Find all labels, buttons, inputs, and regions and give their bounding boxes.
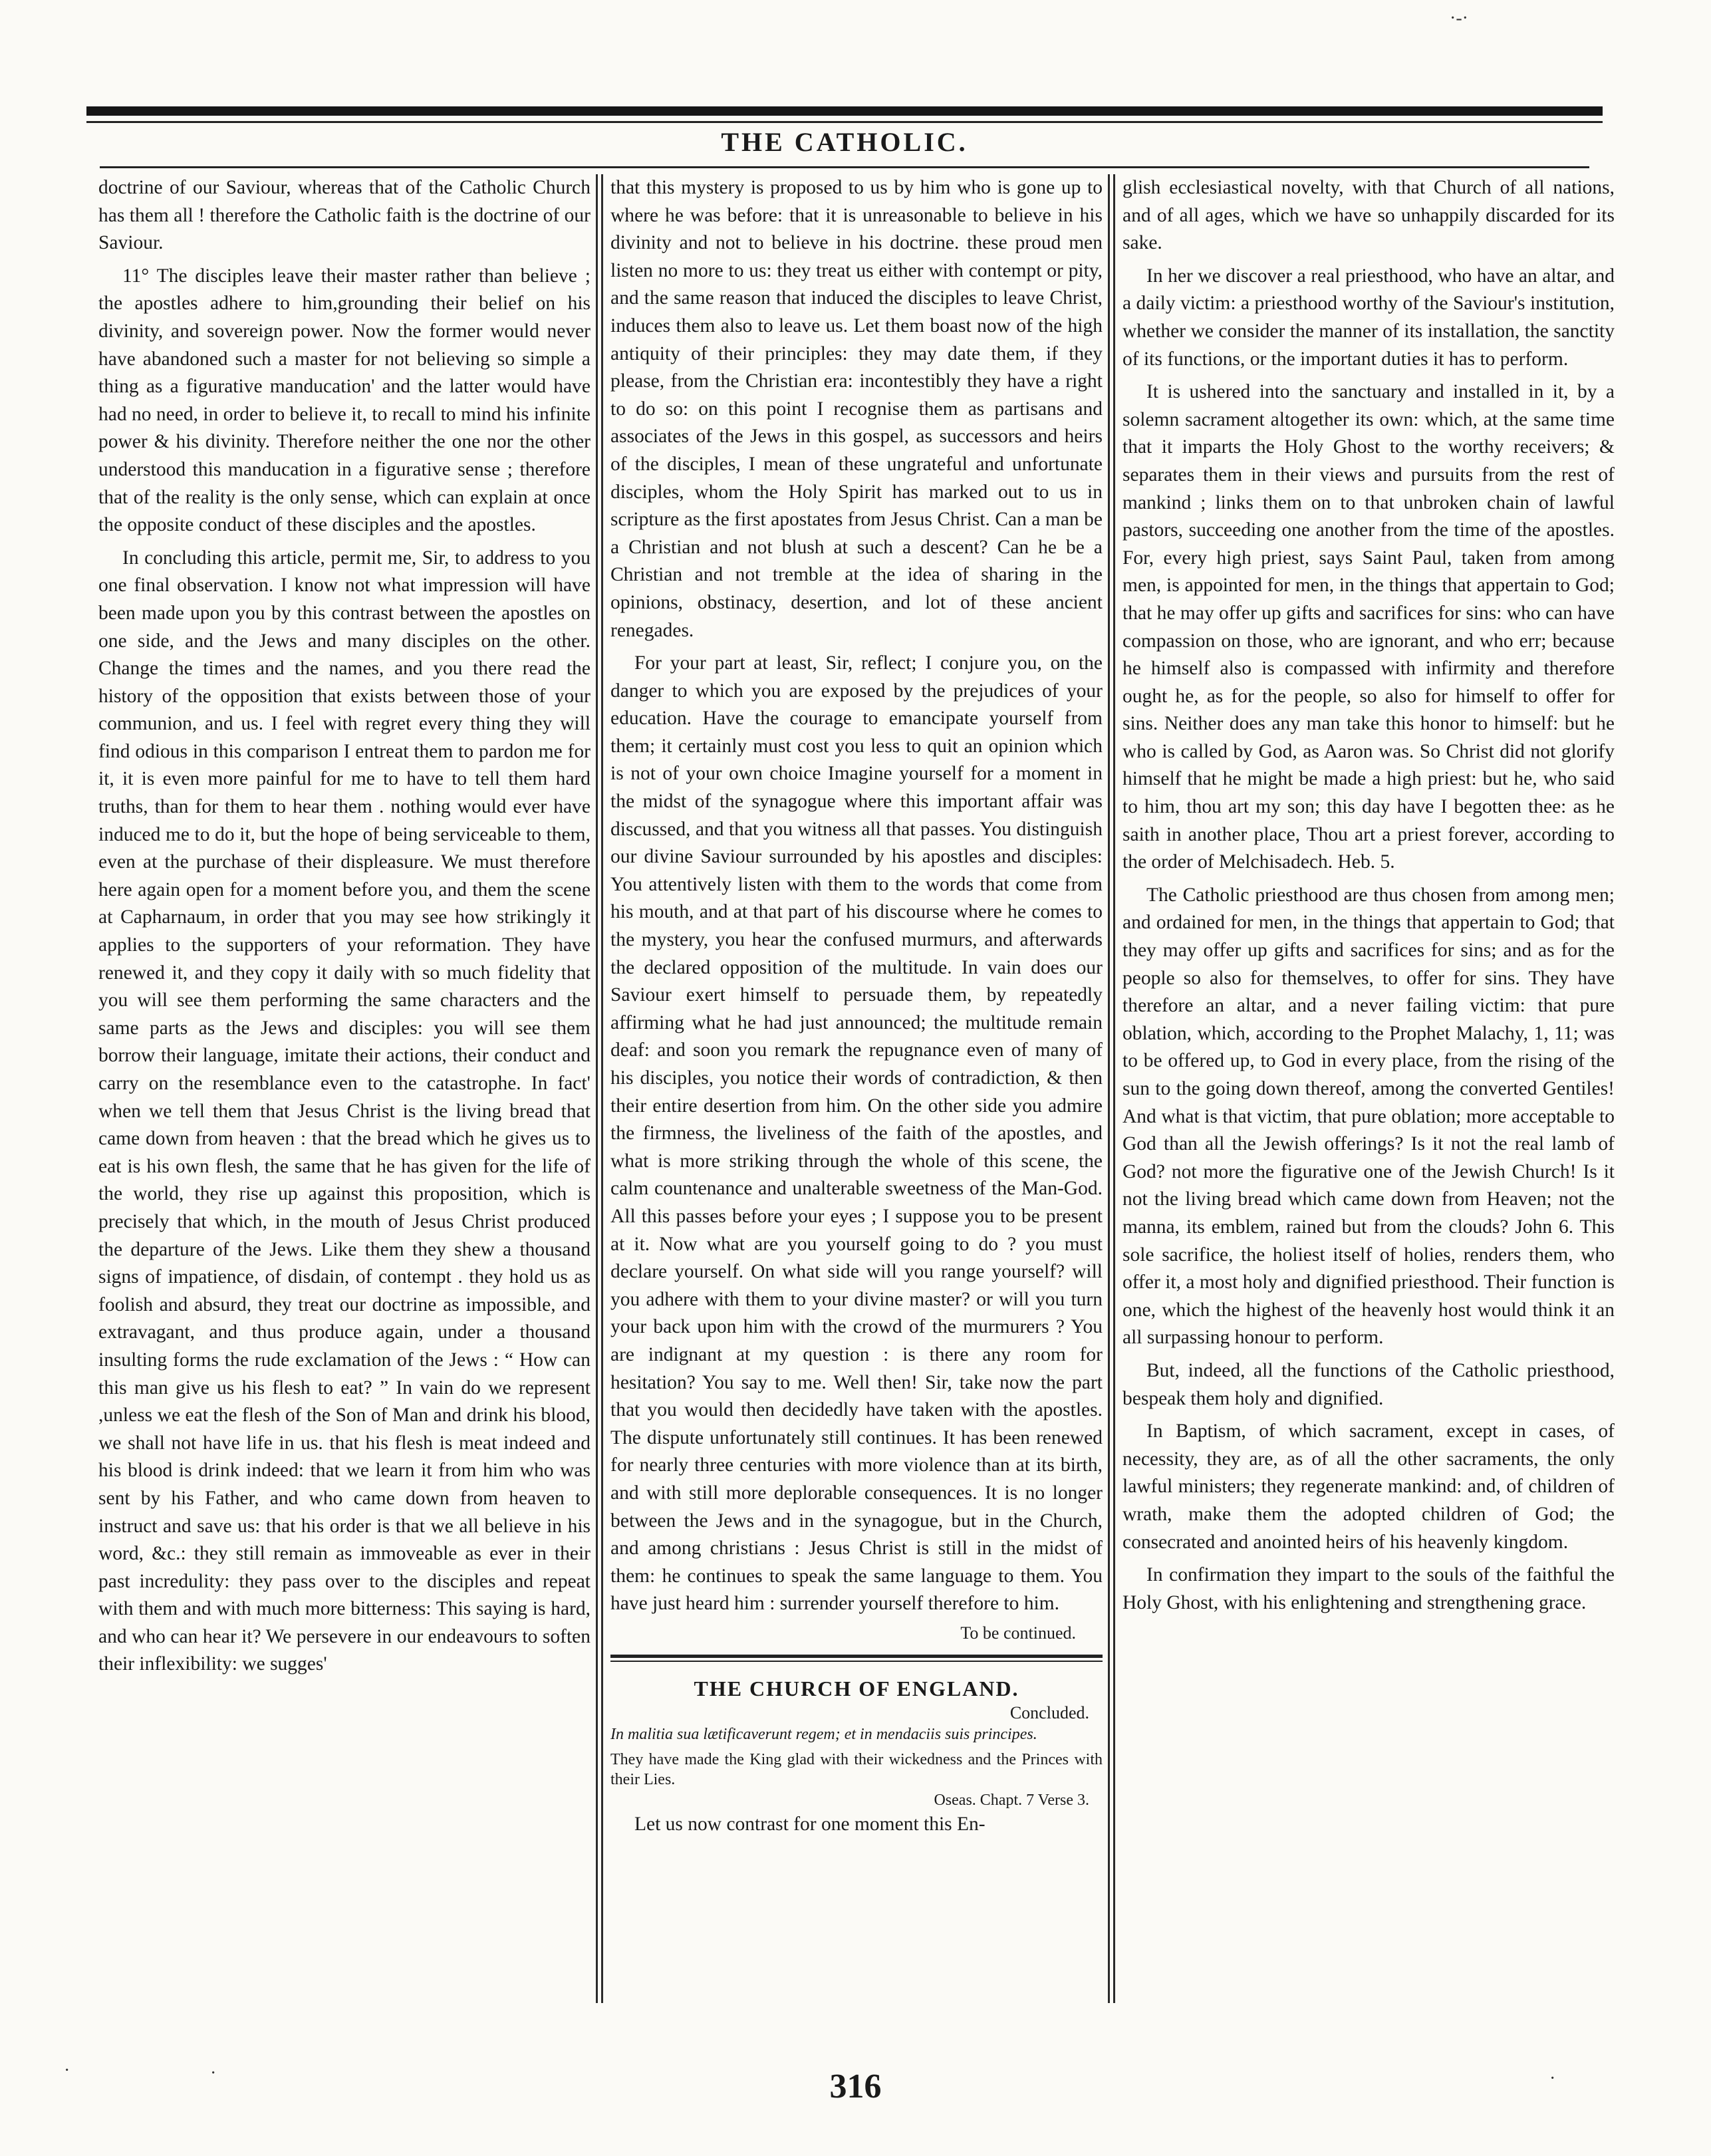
ink-speck: · xyxy=(210,2063,217,2084)
paragraph: doctrine of our Saviour, whereas that of the Catholic Church has them all ! therefore the Catholic faith is the doctrine of our Saviour. xyxy=(98,177,591,254)
page-number: 316 xyxy=(829,2068,882,2105)
masthead-rule xyxy=(100,166,1589,168)
epigraph-english: They have made the King glad with their wickedness and the Princes with their Lies. xyxy=(610,1751,1103,1789)
page-title: THE CATHOLIC. xyxy=(721,127,968,157)
column-divider xyxy=(596,174,598,2003)
column-divider xyxy=(1108,174,1110,2003)
paragraph: In concluding this article, permit me, Sir, to address to you one final observation. I know not what impression will have been made upon you by this contrast between the apostles on one side, and the Jews and many disciples on the other. Change the times and the names, and you there read the history of the opposition that exists between those of your communion, and us. I feel with regret every thing they will find odious in this comparison I entreat them to pardon me for it, it is even more painful for me to have to tell them hard truths, than for them to hear them . nothing would ever have induced me to do it, but the hope of being serviceable to them, even at the purchase of their displeasure. We must therefore here again open for a moment before you, and them the scene at Capharnaum, in order that you may see how strikingly it applies to the supporters of your reformation. They have renewed it, and they copy it daily with so much fidelity that you will see them performing the same characters and the same parts as the Jews and disciples: you will see them borrow their language, imitate their actions, their conduct and carry on the resemblance even to the catastrophe. In fact' when we tell them that Jesus Christ is the living bread that came down from heaven : that the bread which he gives us to eat is his own flesh, the same that he has given for the life of the world, they rise up against this proposition, which is precisely that which, in the mouth of Jesus Christ produced the departure of the Jews. Like them they shew a thousand signs of impatience, of disdain, of contempt . they hold us as foolish and absurd, they treat our doctrine as impossible, and extravagant, and thus produce again, under a thousand insulting forms the rude exclamation of the Jews : “ How can this man give us his flesh to eat? ” In vain do we represent ,unless we eat the flesh of the Son of Man and drink his blood, we shall not have life in us. that his flesh is meat indeed and his blood is drink indeed: that we learn it from him who was sent by his Father, and who came down from heaven to instruct and save us: that his order is that we all believe in his word, &c.: they still remain as immoveable as ever in their past incredulity: they pass over to the disciples and repeat with them and with much more bitterness: This saying is hard, and who can hear it? We persevere in our endeavours to soften their inflexibility: we sugges' xyxy=(98,547,591,1675)
epigraph-reference: Oseas. Chapt. 7 Verse 3. xyxy=(934,1792,1089,1810)
top-rule xyxy=(86,106,1603,116)
ink-speck: · xyxy=(64,2060,70,2081)
paragraph: In confirmation they impart to the souls of the faithful the Holy Ghost, with his enlightening and strengthening grace. xyxy=(1122,1564,1615,1613)
column-2 xyxy=(610,174,1103,1839)
column-3 xyxy=(1122,174,1615,1617)
paragraph: For your part at least, Sir, reflect; I conjure you, on the danger to which you are exposed by the prejudices of your education. Have the courage to emancipate yourself from them; it certainly must cost you less to quit an opinion which is not of your own choice Imagine yourself for a moment in the midst of the synagogue where this important affair was discussed, and that you witness all that passes. You distinguish our divine Saviour surrounded by his apostles and disciples: You attentively listen with them to the words that come from his mouth, and at that part of his discourse where he comes to the mystery, you hear the confused murmurs, and afterwards the declared opposition of the multitude. In vain does our Saviour exert himself to persuade them, by repeatedly affirming what he had just announced; the multitude remain deaf: and soon you remark the repugnance even of many of his disciples, you notice their words of contradiction, & then their entire desertion from him. On the other side you admire the firmness, the liveliness of the faith of the apostles, and what is more striking through the whole of this scene, the calm countenance and unalterable sweetness of the Man-God. All this passes before your eyes ; I suppose you to be present at it. Now what are you yourself going to do ? you must declare yourself. On what side will you range yourself? will you adhere with them to your divine master? or will you turn your back upon him with the crowd of the murmurers ? You are indignant at my question : is there any room for hesitation? You say to me. Well then! Sir, take now the part that you would then decidedly have taken with the apostles. The dispute unfortunately still continues. It has been renewed for nearly three centuries with more violence than at its birth, and with still more deplorable consequences. It is no longer between the Jews and in the synagogue, but in the Church, and among christians : Jesus Christ is still in the midst of them: he continues to speak the same language to them. You have just heard him : surrender yourself therefore to him. xyxy=(610,652,1103,1615)
to-be-continued: To be continued. xyxy=(960,1623,1076,1643)
paragraph: It is ushered into the sanctuary and installed in it, by a solemn sacrament altogether its own: which, at the same time that it imparts the Holy Ghost to the worthy receivers; & separates them in their views and pursuits from the rest of mankind ; links them on to that unbroken chain of lawful pastors, succeeding one another from the time of the apostles. For, every high priest, says Saint Paul, taken from among men, is appointed for men, in the things that appertain to God; that he may offer up gifts and sacrifices for sins: who can have compassion on those, who are ignorant, and who err; because he himself also is compassed with infirmity and therefore ought he, as for the people, so also for himself to offer for sins. Neither does any man take this honor to himself: but he who is called by God, as Aaron was. So Christ did not glorify himself that he might be made a high priest: but he, who said to him, thou art my son; this day have I begotten thee: as he saith in another place, Thou art a priest forever, according to the order of Melchisadech. Heb. 5. xyxy=(1122,381,1615,873)
paragraph: Let us now contrast for one moment this En- xyxy=(634,1814,986,1835)
column-divider xyxy=(1113,174,1115,2003)
paragraph: that this mystery is proposed to us by him who is gone up to where he was before: that it is unreasonable to believe in his divinity and not to believe in his doctrine. these proud men listen no more to us: they treat us either with contempt or pity, and the same reason that induced the disciples to leave Christ, induces them also to leave us. Let them boast now of the high antiquity of their principles: they may date them, if they please, from the Christian era: incontestibly they have a right to do so: on this point I recognise them as partisans and associates of the Jews in this gospel, as successors and heirs of the disciples, I mean of these ungrateful and unfortunate disciples, whom the Holy Spirit has marked out to us in scripture as the first apostates from Jesus Christ. Can a man be a Christian and not blush at such a descent? Can he be a Christian and not tremble at the idea of sharing in the opinions, obstinacy, desertion, and lot of these ancient renegades. xyxy=(610,177,1103,641)
column-1 xyxy=(98,174,591,1679)
section-rule-thin xyxy=(610,1661,1103,1662)
section-concluded: Concluded. xyxy=(1009,1703,1089,1723)
section-title: THE CHURCH OF ENGLAND. xyxy=(694,1677,1019,1701)
paragraph: In her we discover a real priesthood, who have an altar, and a daily victim: a priesthood worthy of the Saviour's institution, whether we consider the manner of its installation, the sanctity of its functions, or the important duties it has to perform. xyxy=(1122,265,1615,370)
corner-mark: ·-· xyxy=(1450,8,1468,29)
ink-speck: · xyxy=(1549,2068,1556,2089)
section-rule xyxy=(610,1655,1103,1658)
paragraph: The Catholic priesthood are thus chosen from among men; and ordained for men, in the things that appertain to God; that they may offer up gifts and sacrifices for sins; and as for the people so also for themselves, to offer for sins. They have therefore an altar, and a never failing victim: that pure oblation, which, according to the Prophet Malachy, 1, 11; was to be offered up, to God in every place, from the rising of the sun to the going down thereof, among the converted Gentiles! And what is that victim, that pure oblation; more acceptable to God than all the Jewish offerings? Is it not the real lamb of God? not more the figurative one of the Jewish Church! Is it not the living bread which came down from Heaven; not the manna, its emblem, rained but from the clouds? John 6. This sole sacrifice, the holiest itself of holies, renders them, who offer it, a most holy and dignified priesthood. Their function is one, which the highest of the heavenly host would think it an all surpassing honour to perform. xyxy=(1122,884,1615,1349)
paragraph: In Baptism, of which sacrament, except in cases, of necessity, they are, as of all the other sacraments, the only lawful ministers; they regenerate mankind: and, of children of wrath, make them the adopted children of God; the consecrated and anointed heirs of his heavenly kingdom. xyxy=(1122,1420,1615,1553)
paragraph: But, indeed, all the functions of the Catholic priesthood, bespeak them holy and dignified. xyxy=(1122,1359,1615,1409)
paragraph: glish ecclesiastical novelty, with that Church of all nations, and of all ages, which we have so unhappily discarded for its sake. xyxy=(1122,177,1615,254)
paragraph: 11° The disciples leave their master rather than believe ; the apostles adhere to him,grounding their belief on his divinity, and sovereign power. Now the former would never have abandoned such a master for not believing so simple a thing as a figurative manducation' and the latter would have had no need, in order to believe it, to recall to mind his infinite power & his divinity. Therefore neither the one nor the other understood this manducation in a figurative sense ; therefore that of the reality is the only sense, which can explain at once the opposite conduct of these disciples and the apostles. xyxy=(98,265,591,536)
epigraph-latin: In malitia sua lætificaverunt regem; et in mendaciis suis principes. xyxy=(610,1726,1037,1744)
column-divider xyxy=(601,174,603,2003)
